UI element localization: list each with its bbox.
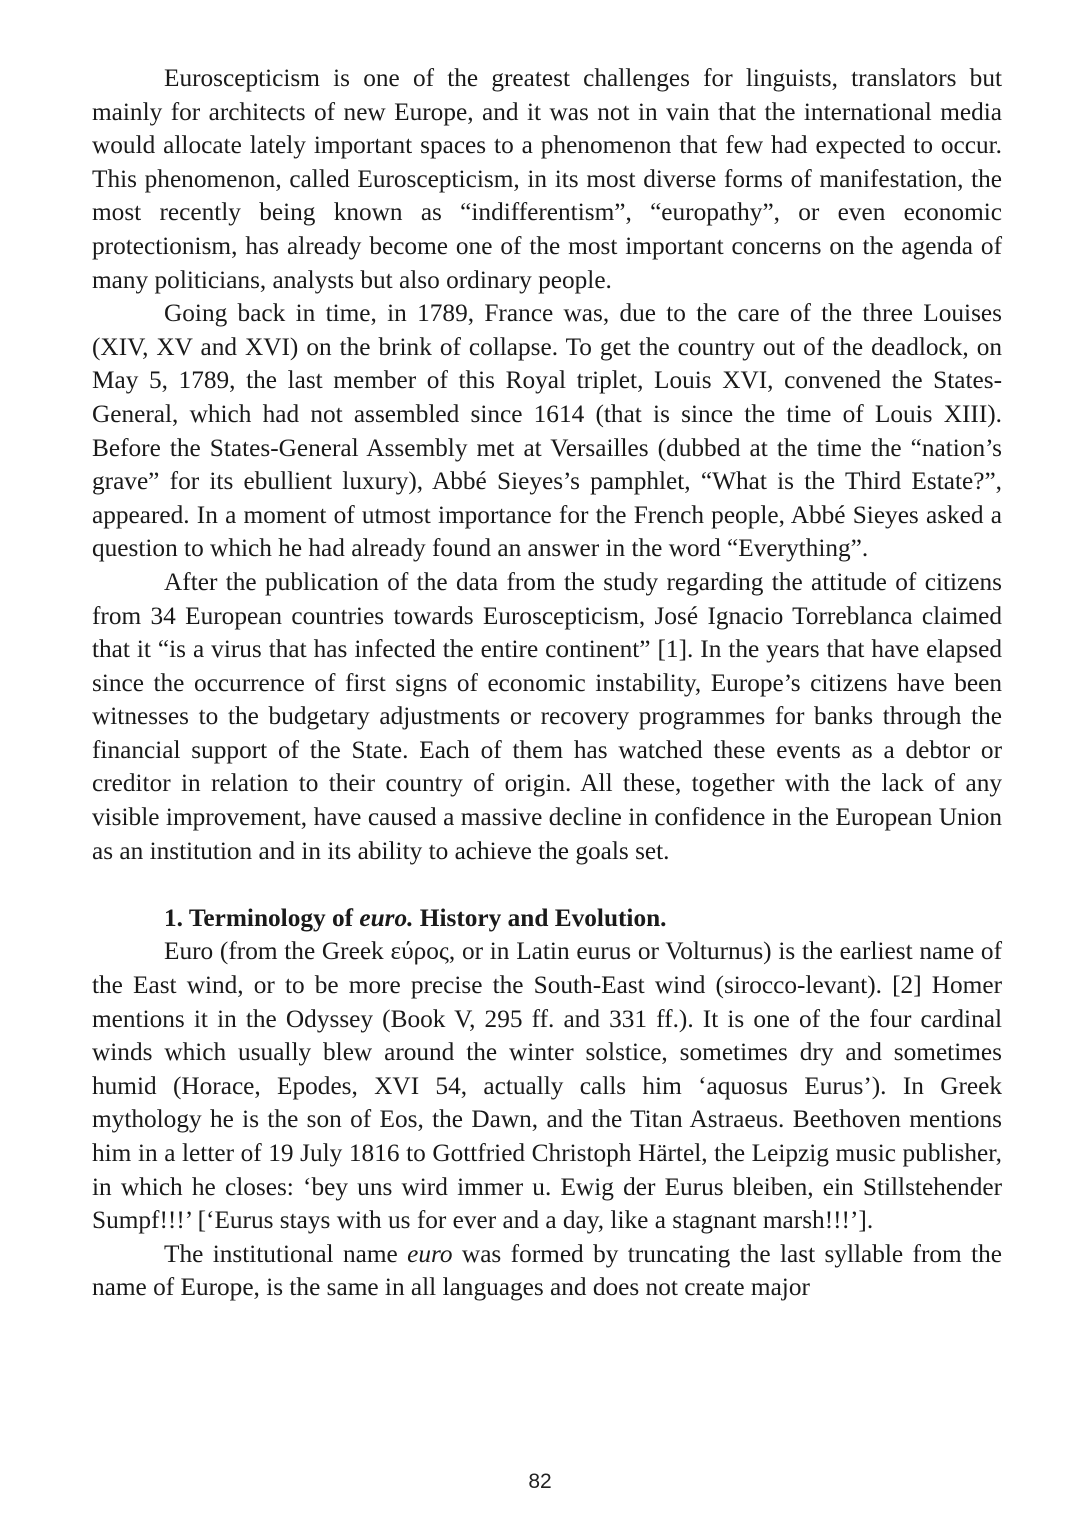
section-heading-prefix: 1. Terminology of — [164, 903, 360, 932]
section-heading-emphasis: euro. — [359, 903, 414, 932]
paragraph-euroscepticism-intro: Euroscepticism is one of the greatest challenges for linguists, translators but mainly for architects of new Europe, and it was not in vain that the international media would allocate lately important spaces to a phenomenon that few had expected to occur. This phenomenon, called Euroscepticism, in its most diverse forms of manifestation, the most recently being known as “indifferentism”, “europathy”, or even economic protectionism, has already become one of the most important concerns on the agenda of many politicians, analysts but also ordinary people. — [92, 64, 1002, 294]
institutional-name-text-before: The institutional name — [164, 1239, 408, 1268]
section-heading-suffix: History and Evolution. — [413, 903, 667, 932]
page-body — [92, 62, 1002, 1305]
page-number: 82 — [528, 1470, 552, 1493]
institutional-name-emphasis: euro — [407, 1239, 453, 1268]
paragraph-torreblanca-study: After the publication of the data from the study regarding the attitude of citizens from 34 European countries towards Euroscepticism, José Ignacio Torreblanca claimed that it “is a virus that has infected the entire continent” [1]. In the years that have elapsed since the occurrence of first signs of economic instability, Europe’s citizens have been witnesses to the budgetary adjustments or recovery programmes for banks through the financial support of the State. Each of them has watched these events as a debtor or creditor in relation to their country of origin. All these, together with the lack of any visible improvement, have caused a massive decline in confidence in the European Union as an institution and in its ability to achieve the goals set. — [92, 567, 1002, 865]
paragraph-french-history: Going back in time, in 1789, France was, due to the care of the three Louises (XIV, XV and XVI) on the brink of collapse. To get the country out of the deadlock, on May 5, 1789, the last member of this Royal triplet, Louis XVI, convened the States-General, which had not assembled since 1614 (that is since the time of Louis XIII). Before the States-General Assembly met at Versailles (dubbed at the time the “nation’s grave” for its ebullient luxury), Abbé Sieyes’s pamphlet, “What is the Third Estate?”, appeared. In a moment of utmost importance for the French people, Abbé Sieyes asked a question to which he had already found an answer in the word “Everything”. — [92, 299, 1002, 563]
section-heading — [92, 902, 1002, 936]
paragraph-institutional-name — [92, 1238, 1002, 1305]
paragraph-euro-etymology: Euro (from the Greek εύρος, or in Latin eurus or Volturnus) is the earliest name of the East wind, or to be more precise the South-East wind (sirocco-levant). [2] Homer mentions it in the Odyssey (Book V, 295 ff. and 331 ff.). It is one of the four cardinal winds which usually blew around the winter solstice, sometimes dry and sometimes humid (Horace, Epodes, XVI 54, actually calls him ‘aquosus Eurus’). In Greek mythology he is the son of Eos, the Dawn, and the Titan Astraeus. Beethoven mentions him in a letter of 19 July 1816 to Gottfried Christoph Härtel, the Leipzig music publisher, in which he closes: ‘bey uns wird immer u. Ewig der Eurus bleiben, ein Stillstehender Sumpf!!!’ [‘Eurus stays with us for ever and a day, like a stagnant marsh!!!’]. — [92, 937, 1002, 1235]
institutional-name-text-after: was formed by truncating the last syllable from the name of Europe, is the same in all languages and does not create major — [92, 1239, 1002, 1302]
